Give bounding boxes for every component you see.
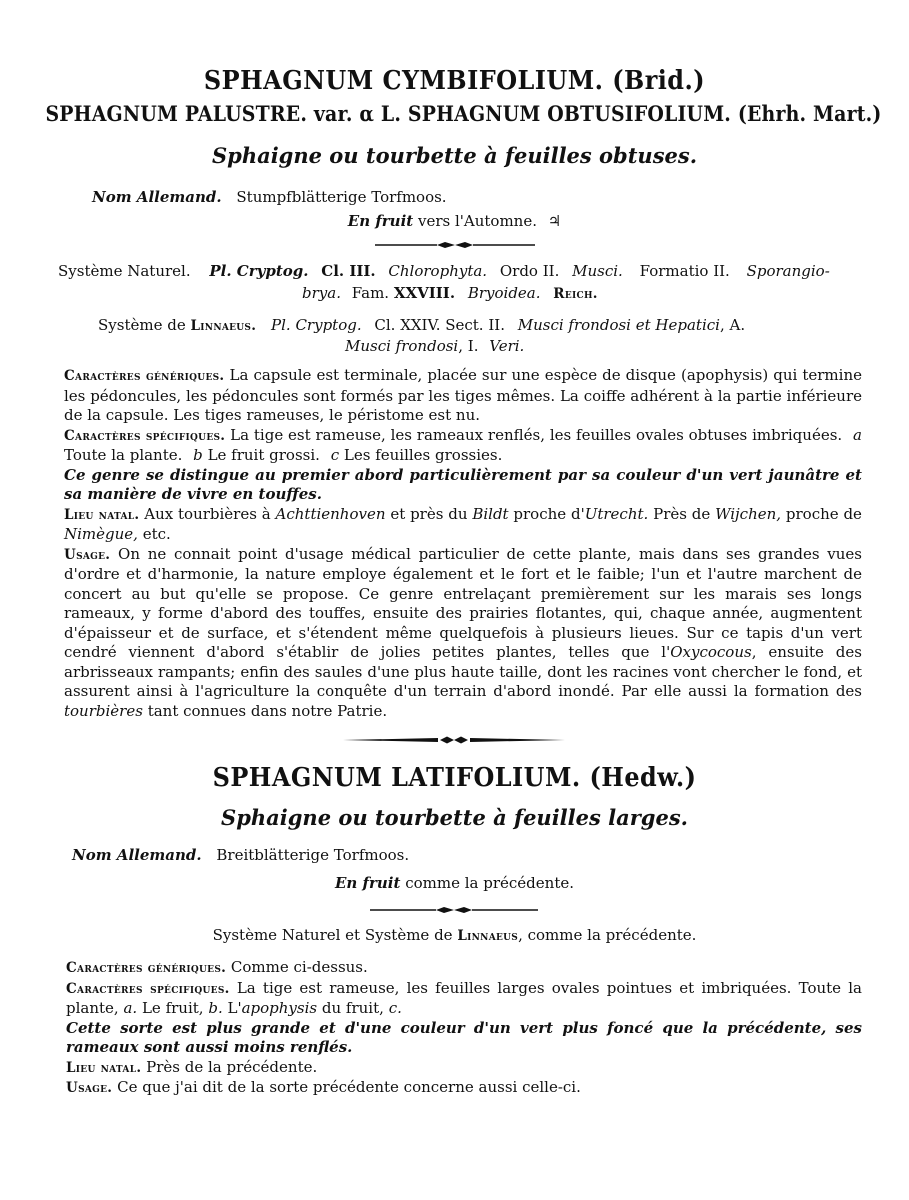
fam-number: XXVIII.: [393, 284, 456, 302]
car-spec2-text4: du fruit,: [321, 999, 384, 1017]
section2-french-name: Sphaigne ou tourbette à feuilles larges.: [221, 805, 688, 830]
fruit-value: vers l'Automne.: [418, 212, 537, 230]
caracteres-generiques: [64, 366, 862, 426]
musci: Musci.: [572, 262, 623, 280]
usage-text1: On ne connait point d'usage médical particulier de cette plante, mais dans ses grandes vues d'ordre et d'harmonie, la nature employe également et le fort et le faible; l'un et l'autre marchent de concert au but qu'elle se propose. Ce genre entrelaçant premièrement sur les marais ses longs rameaux, y forme d'abord des touffes, ensuite des prairies flotantes, qui, chaque année, augmentent d'épaisseur et de surface, et s'étendent même quelquefois à plusieurs lieues. Sur ce tapis d'un vert cendré viennent d'abord s'établir de jolies petites plantes, telles que l': [64, 544, 862, 661]
chlorophyta: Chlorophyta.: [388, 262, 488, 280]
section1-synonym: SPHAGNUM PALUSTRE. var. α L. SPHAGNUM OBTUSIFOLIUM. (Ehrh. Mart.): [45, 101, 882, 126]
musci-frondosi: Musci frondosi: [345, 337, 459, 355]
car-spec-a: a: [853, 425, 862, 444]
car-spec2-c: c.: [388, 999, 402, 1017]
caracteres-generiques-2: [66, 958, 862, 979]
usage-text-2: Ce que j'ai dit de la sorte précédente concerne aussi celle-ci.: [117, 1078, 581, 1096]
car-gen-label-2: Caractères génériques.: [66, 960, 227, 976]
sporangio-brya: brya.: [302, 284, 341, 302]
car-spec-label: Caractères spécifiques.: [64, 427, 226, 444]
car-gen-text-2: Comme ci-dessus.: [230, 958, 368, 976]
jupiter-symbol: ♃: [547, 212, 562, 230]
lieu-text2: et près du: [390, 504, 468, 523]
bryoidea: Bryoidea.: [467, 284, 541, 302]
caracteres-specifiques-2: [66, 979, 862, 1019]
sporangio: Sporangio-: [746, 262, 830, 280]
section2-title: SPHAGNUM LATIFOLIUM. (Hedw.): [212, 763, 697, 793]
ornament-divider-2: [370, 906, 538, 914]
systeme-linnaeus-2: Linnaeus: [457, 928, 519, 944]
car-gen-label: Caractères génériques.: [64, 368, 225, 384]
car-spec2-a: a.: [123, 999, 138, 1017]
usage-text2: , ensuite des arbrisseaux rampants; enfin des saules d'une plus haute taille, dont les racines vont chercher le fond, et assurent ainsi à l'agriculture la conquête d'un terrain d'abord inondé. Par elle aussi la formation des: [64, 643, 862, 700]
caracteres-specifiques: [64, 426, 862, 466]
systeme-linnaeus-line1: [98, 316, 745, 336]
section2-nom-allemand: [72, 846, 409, 865]
systeme-naturel-label: Système Naturel.: [58, 262, 191, 280]
fruit-label: En fruit: [347, 212, 414, 230]
section1-descriptions: [64, 366, 862, 721]
car-spec-text3: Le fruit grossi.: [207, 446, 320, 464]
fam-label: Fam.: [351, 284, 390, 302]
usage-text3: tant connues dans notre Patrie.: [147, 701, 388, 720]
lieu-wijchen: Wijchen,: [715, 504, 782, 523]
reich: Reich.: [553, 286, 598, 302]
car-spec-text1: La tige est rameuse, les rameaux renflés, les feuilles ovales obtuses imbriquées.: [230, 425, 843, 444]
systeme-naturel-line1: [58, 262, 858, 281]
fruit-value-2: comme la précédente.: [405, 874, 574, 892]
section1-nom-allemand: [92, 188, 447, 207]
lieu-label: Lieu natal.: [64, 506, 140, 523]
lieu-text1: Aux tourbières à: [144, 504, 271, 523]
lieu-natal: [64, 505, 862, 545]
usage-oxycocous: Oxycocous: [670, 643, 752, 661]
car-spec2-text2: Le fruit,: [141, 999, 204, 1017]
lieu-achttienhoven: Achttienhoven: [275, 504, 386, 523]
linnaeus-name: Linnaeus.: [190, 318, 257, 334]
section2-fruit: [0, 874, 909, 893]
systeme-linnaeus-line2: [345, 337, 524, 356]
systeme-de-label: Système de: [98, 316, 186, 334]
lieu-text6: etc.: [142, 525, 171, 543]
usage: [64, 545, 862, 722]
lieu-bildt: Bildt: [472, 504, 509, 523]
section2-systeme: [0, 926, 909, 946]
systeme-text2: , comme la précédente.: [518, 926, 697, 944]
systeme-text1: Système Naturel et Système de: [212, 926, 453, 944]
linnaeus-pl-cryptog: Pl. Cryptog.: [271, 316, 362, 334]
nom-value: Stumpfblätterige Torfmoos.: [236, 188, 447, 206]
pl-cryptog: Pl. Cryptog.: [209, 262, 309, 280]
usage-label-2: Usage.: [66, 1080, 113, 1096]
usage-label: Usage.: [64, 546, 111, 563]
nom-label-2: Nom Allemand.: [72, 846, 202, 864]
section1-title: SPHAGNUM CYMBIFOLIUM. (Brid.): [203, 66, 706, 96]
car-spec2-text3: L': [227, 999, 242, 1017]
car-spec2-text1: La tige est rameuse, les feuilles larges ovales pointues et imbriquées. Toute la plante,: [66, 978, 862, 1017]
ordo: Ordo II.: [499, 262, 560, 280]
lieu-nimegue: Nimègue,: [64, 525, 138, 543]
linnaeus-a: , A.: [719, 316, 746, 334]
car-spec2-b: b.: [208, 999, 223, 1017]
sorte-note: Cette sorte est plus grande et d'une couleur d'un vert plus foncé que la précédente, ses rameaux sont aussi moins renflés.: [66, 1018, 862, 1056]
section2-descriptions: [66, 958, 862, 1099]
linnaeus-i: , I.: [458, 337, 479, 355]
lieu-text3: proche d': [513, 504, 585, 523]
section1-french-name: Sphaigne ou tourbette à feuilles obtuses.: [211, 143, 698, 168]
car-spec-label-2: Caractères spécifiques.: [66, 980, 230, 997]
lieu-text5: proche de: [785, 504, 862, 523]
nom-value-2: Breitblätterige Torfmoos.: [216, 846, 410, 864]
car-spec-text2: Toute la plante.: [64, 446, 183, 464]
ornament-divider: [375, 241, 535, 249]
car-gen-text: La capsule est terminale, placée sur une espèce de disque (apophysis) qui termine les pédoncules, les pédoncules sont formés par les tiges mêmes. La coiffe adhérent à la partie inférieure de la capsule. Les tiges rameuses, le péristome est nu.: [64, 366, 862, 424]
section-divider: [343, 736, 565, 744]
car-spec-b: b: [193, 446, 203, 464]
systeme-naturel-line2: [302, 284, 598, 304]
lieu-text4: Près de: [653, 504, 711, 523]
lieu-natal-2: [66, 1058, 862, 1079]
car-spec-c: c: [330, 446, 340, 464]
linnaeus-class: Cl. XXIV. Sect. II.: [374, 316, 505, 334]
car-spec2-apophysis: apophysis: [241, 999, 318, 1017]
formatio: Formatio II.: [639, 262, 730, 280]
lieu-label-2: Lieu natal.: [66, 1059, 142, 1076]
genre-note: Ce genre se distingue au premier abord particulièrement par sa couleur d'un vert jaunâtre et sa manière de vivre en touffes.: [64, 465, 862, 503]
nom-label: Nom Allemand.: [92, 188, 222, 206]
lieu-text-2: Près de la précédente.: [146, 1057, 318, 1076]
lieu-utrecht: Utrecht.: [584, 504, 649, 523]
veri: Veri.: [489, 337, 525, 355]
class-iii: Cl. III.: [321, 262, 376, 280]
car-spec-text4: Les feuilles grossies.: [343, 446, 503, 464]
section1-fruit: [0, 212, 909, 231]
usage-2: [66, 1078, 862, 1099]
musci-frondosi-hepatici: Musci frondosi et Hepatici: [517, 316, 720, 334]
usage-tourbieres: tourbières: [64, 701, 143, 720]
fruit-label-2: En fruit: [334, 874, 401, 892]
